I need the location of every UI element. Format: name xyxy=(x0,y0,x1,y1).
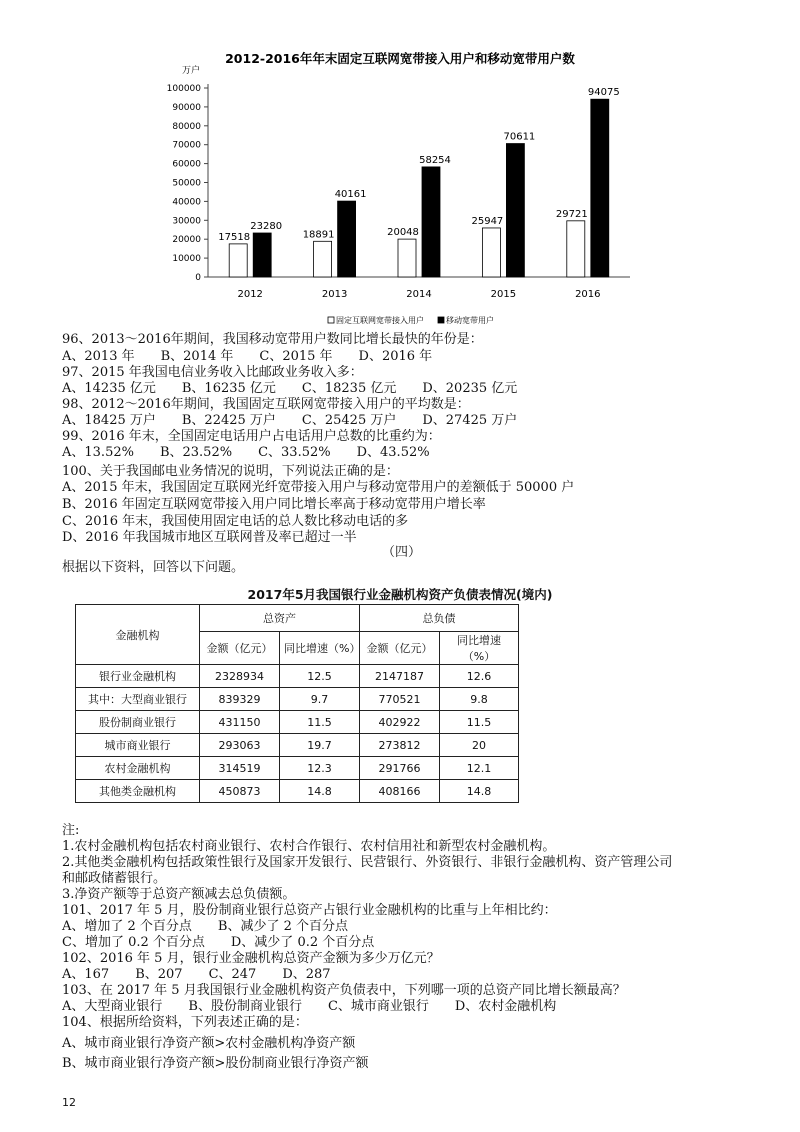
table-cell: 农村金融机构 xyxy=(76,757,200,780)
y-tick-label: 50000 xyxy=(172,178,201,189)
assets-amount-header: 金额（亿元） xyxy=(200,632,280,665)
bar-fixed-broadband xyxy=(314,241,332,277)
table-row xyxy=(76,665,519,688)
liabilities-growth-header: 同比增速（%） xyxy=(440,632,519,665)
table-cell: 14.8 xyxy=(280,780,360,803)
q96-options: A、2013 年 B、2014 年 C、2015 年 D、2016 年 xyxy=(62,349,433,364)
table-row xyxy=(76,757,519,780)
assets-growth-header: 同比增速（%） xyxy=(280,632,360,665)
data-label-fixed: 20048 xyxy=(387,227,419,239)
y-tick-label: 90000 xyxy=(172,102,201,113)
q96-stem: 96、2013～2016年期间，我国移动宽带用户数同比增长最快的年份是： xyxy=(62,332,483,347)
y-tick-label: 80000 xyxy=(172,121,201,132)
liabilities-group-header: 总负债 xyxy=(360,605,519,632)
y-tick-label: 60000 xyxy=(172,159,201,170)
q103-stem: 103、在 2017 年 5 月我国银行业金融机构资产负债表中，下列哪一项的总资产同比增长额最高？ xyxy=(62,983,626,998)
table-cell: 431150 xyxy=(200,711,280,734)
q100-option-d: D、2016 年我国城市地区互联网普及率已超过一半 xyxy=(62,530,357,545)
data-label-mobile: 23280 xyxy=(250,221,283,233)
table-cell: 9.7 xyxy=(280,688,360,711)
table-cell: 19.7 xyxy=(280,734,360,757)
q103-options: A、大型商业银行 B、股份制商业银行 C、城市商业银行 D、农村金融机构 xyxy=(62,999,557,1014)
table-cell: 770521 xyxy=(360,688,440,711)
table-cell: 839329 xyxy=(200,688,280,711)
y-tick-label: 10000 xyxy=(172,254,201,265)
table-cell: 273812 xyxy=(360,734,440,757)
legend-swatch-fixed xyxy=(328,317,334,323)
table-cell: 314519 xyxy=(200,757,280,780)
balance-sheet-table xyxy=(75,604,519,803)
x-tick-label: 2014 xyxy=(406,289,432,300)
table-cell: 银行业金融机构 xyxy=(76,665,200,688)
bar-fixed-broadband xyxy=(229,244,247,277)
table-cell: 291766 xyxy=(360,757,440,780)
x-tick-label: 2015 xyxy=(490,289,517,300)
q98-options: A、18425 万户 B、22425 万户 C、25425 万户 D、27425 万户 xyxy=(62,413,518,428)
q100-stem: 100、关于我国邮电业务情况的说明，下列说法正确的是： xyxy=(62,464,399,479)
table-cell: 2147187 xyxy=(360,665,440,688)
y-tick-label: 100000 xyxy=(166,84,201,94)
q101-options-ab: A、增加了 2 个百分点 B、减少了 2 个百分点 xyxy=(62,919,349,934)
q100-option-c: C、2016 年末，我国使用固定电话的总人数比移动电话的多 xyxy=(62,514,409,529)
table-cell: 11.5 xyxy=(440,711,519,734)
bar-mobile-broadband xyxy=(506,144,524,277)
bar-mobile-broadband xyxy=(253,233,271,277)
section-intro: 根据以下资料，回答以下问题。 xyxy=(62,560,245,575)
table-row xyxy=(76,711,519,734)
table-cell: 293063 xyxy=(200,734,280,757)
data-label-fixed: 18891 xyxy=(302,229,335,241)
table-cell: 12.1 xyxy=(440,757,519,780)
page-number: 12 xyxy=(62,1096,76,1109)
table-header-row xyxy=(76,605,519,632)
q102-options: A、167 B、207 C、247 D、287 xyxy=(62,967,331,982)
q104-option-b: B、城市商业银行净资产额>股份制商业银行净资产额 xyxy=(62,1056,369,1071)
x-tick-label: 2016 xyxy=(575,289,601,300)
q97-stem: 97、2015 年我国电信业务收入比邮政业务收入多： xyxy=(62,365,363,380)
data-label-mobile: 58254 xyxy=(419,154,451,166)
table-cell: 城市商业银行 xyxy=(76,734,200,757)
table-row xyxy=(76,734,519,757)
note-1: 1.农村金融机构包括农村商业银行、农村合作银行、农村信用社和新型农村金融机构。 xyxy=(62,839,556,854)
legend-swatch-mobile xyxy=(438,317,444,323)
table-title: 2017年5月我国银行业金融机构资产负债表情况(境内) xyxy=(247,587,553,602)
q100-option-a: A、2015 年末，我国固定互联网光纤宽带接入用户与移动宽带用户的差额低于 50000 户 xyxy=(62,480,575,495)
q98-stem: 98、2012～2016年期间，我国固定互联网宽带接入用户的平均数是： xyxy=(62,397,470,412)
bar-fixed-broadband xyxy=(482,228,500,277)
legend-label-fixed: 固定互联网宽带接入用户 xyxy=(336,316,424,325)
table-cell: 20 xyxy=(440,734,519,757)
q100-option-b: B、2016 年固定互联网宽带接入用户同比增长率高于移动宽带用户增长率 xyxy=(62,497,486,512)
y-tick-label: 0 xyxy=(195,273,201,283)
section-label: （四） xyxy=(382,545,422,560)
y-tick-label: 70000 xyxy=(172,140,201,151)
data-label-fixed: 17518 xyxy=(218,231,251,243)
table-cell: 9.8 xyxy=(440,688,519,711)
table-cell: 其他类金融机构 xyxy=(76,780,200,803)
bar-fixed-broadband xyxy=(567,221,585,277)
data-label-mobile: 94075 xyxy=(587,87,620,99)
assets-group-header: 总资产 xyxy=(200,605,360,632)
table-row xyxy=(76,780,519,803)
x-tick-label: 2013 xyxy=(321,289,348,300)
y-tick-label: 30000 xyxy=(172,216,201,227)
table-row xyxy=(76,688,519,711)
y-tick-label: 20000 xyxy=(172,235,201,246)
notes-heading: 注: xyxy=(62,823,80,838)
table-cell: 450873 xyxy=(200,780,280,803)
x-tick-label: 2012 xyxy=(237,289,263,300)
bar-fixed-broadband xyxy=(398,239,416,277)
chart-title: 2012-2016年年末固定互联网宽带接入用户和移动宽带用户数 xyxy=(225,51,575,66)
bar-mobile-broadband xyxy=(591,99,609,277)
q101-options-cd: C、增加了 0.2 个百分点 D、减少了 0.2 个百分点 xyxy=(62,935,375,950)
table-cell: 11.5 xyxy=(280,711,360,734)
q104-stem: 104、根据所给资料，下列表述正确的是： xyxy=(62,1015,308,1030)
data-label-fixed: 29721 xyxy=(555,208,588,220)
note-2-cont: 和邮政储蓄银行。 xyxy=(62,871,167,886)
table-cell: 12.3 xyxy=(280,757,360,780)
y-axis-label: 万户 xyxy=(182,66,201,76)
data-label-mobile: 40161 xyxy=(334,189,367,201)
q101-stem: 101、2017 年 5 月，股份制商业银行总资产占银行业金融机构的比重与上年相比约： xyxy=(62,903,557,918)
table-cell: 12.5 xyxy=(280,665,360,688)
col-institution-header: 金融机构 xyxy=(76,605,200,665)
bar-mobile-broadband xyxy=(338,201,356,277)
bar-chart xyxy=(160,40,640,340)
q97-options: A、14235 亿元 B、16235 亿元 C、18235 亿元 D、20235 亿元 xyxy=(62,381,518,396)
table-cell: 14.8 xyxy=(440,780,519,803)
legend-label-mobile: 移动宽带用户 xyxy=(446,316,494,325)
table-cell: 其中：大型商业银行 xyxy=(76,688,200,711)
table-cell: 402922 xyxy=(360,711,440,734)
data-label-fixed: 25947 xyxy=(471,215,504,227)
q102-stem: 102、2016 年 5 月，银行业金融机构总资产金额为多少万亿元？ xyxy=(62,951,440,966)
q99-stem: 99、2016 年末，全国固定电话用户占电话用户总数的比重约为： xyxy=(62,429,441,444)
table-cell: 12.6 xyxy=(440,665,519,688)
note-3: 3.净资产额等于总资产额减去总负债额。 xyxy=(62,887,296,902)
table-cell: 2328934 xyxy=(200,665,280,688)
bar-mobile-broadband xyxy=(422,167,440,277)
q99-options: A、13.52% B、23.52% C、33.52% D、43.52% xyxy=(62,445,430,460)
broadband-chart xyxy=(160,40,640,340)
q104-option-a: A、城市商业银行净资产额>农村金融机构净资产额 xyxy=(62,1036,356,1051)
table-cell: 408166 xyxy=(360,780,440,803)
y-tick-label: 40000 xyxy=(172,197,201,208)
note-2: 2.其他类金融机构包括政策性银行及国家开发银行、民营银行、外资银行、非银行金融机构、资产管理公司 xyxy=(62,855,673,870)
data-label-mobile: 70611 xyxy=(503,131,536,143)
liabilities-amount-header: 金额（亿元） xyxy=(360,632,440,665)
table-cell: 股份制商业银行 xyxy=(76,711,200,734)
